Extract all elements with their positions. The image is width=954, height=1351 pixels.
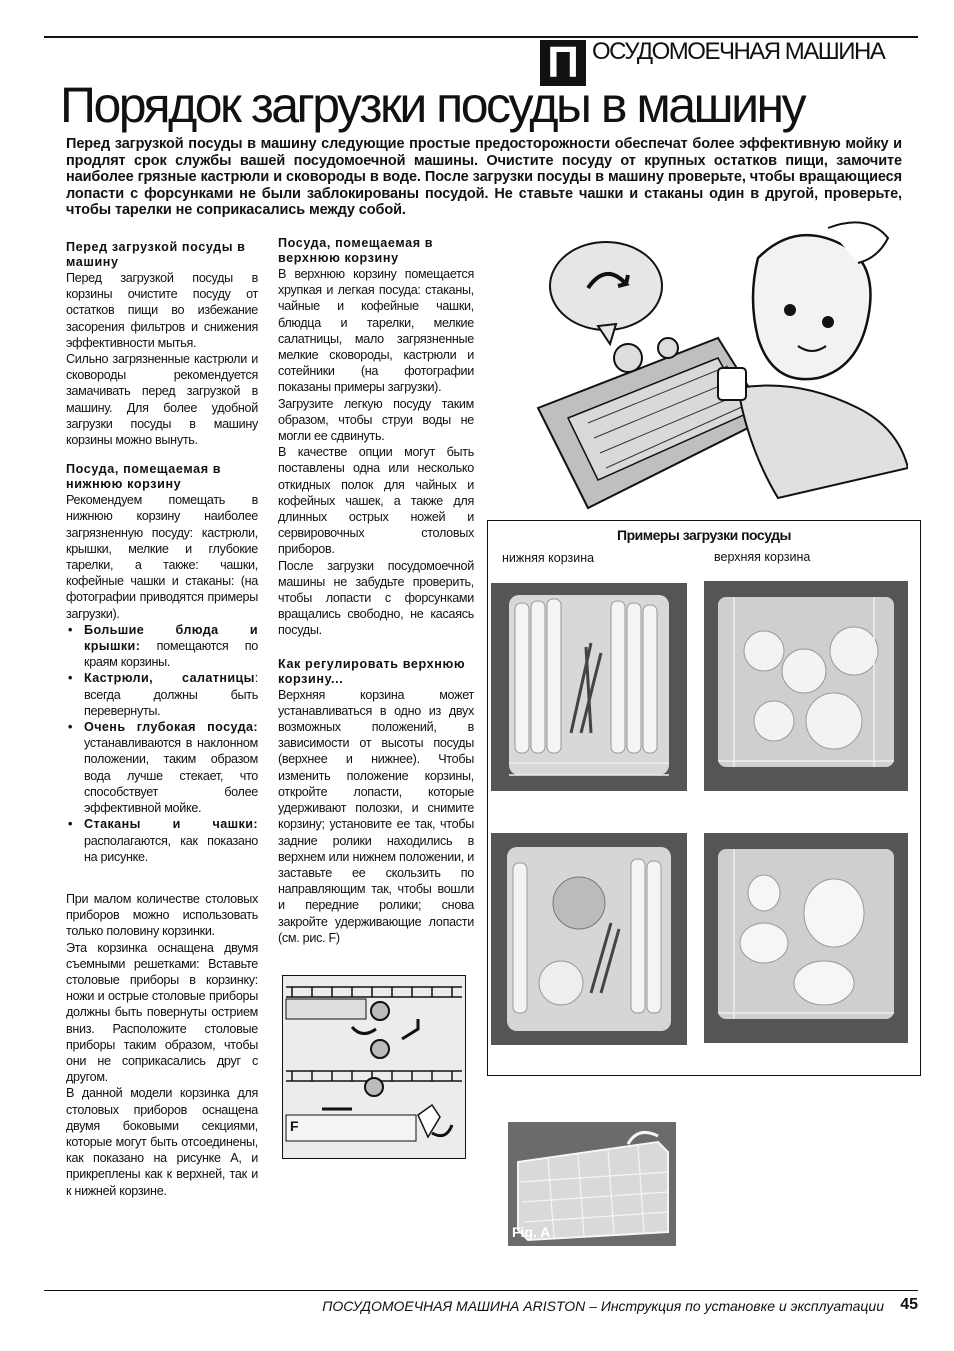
section-badge: П: [540, 40, 586, 86]
intro-paragraph: Перед загрузкой посуды в машину следующие простые предосторожности обеспечат более эффективную мойку и продлят срок службы вашей посудомоечной машины. Очистите посуду от крупных остатков пищи, замочите наиболее грязные кастрюли и сковороды в воде. После загрузки посуды в машину проверьте, чтобы вращающиеся лопасти с форсунками не были заблокированы посудой. Не ставьте чашки и стаканы один в другой, проверьте, чтобы тарелки не соприкасались между собой.: [66, 136, 902, 219]
paragraph: При малом количестве столовых приборов можно использовать только половину корзинки.: [66, 891, 258, 939]
footer-text: ПОСУДОМОЕЧНАЯ МАШИНА ARISTON – Инструкция по установке и эксплуатации: [322, 1298, 884, 1314]
heading-upper-basket: Посуда, помещаемая в верхнюю корзину: [278, 236, 434, 265]
loading-examples-box: [487, 520, 921, 1076]
heading-adjust-basket: Как регулировать верхнюю корзину...: [278, 656, 466, 686]
paragraph: В качестве опции могут быть поставлены одна или несколько откидных полок для чайных и кофейных чашек, а также для длинных острых ножей и сервировочных столовых приборов.: [278, 445, 474, 557]
upper-basket-photo: [704, 581, 908, 791]
paragraph: Загрузите легкую посуду таким образом, чтобы струи воды не могли ее сдвинуть.: [278, 396, 474, 444]
paragraph: Верхняя корзина может устанавливаться в одно из двух возможных положений, в зависимости от высоты посуды (верхнее и нижнее). Чтобы изменить положение корзины, откройте лопасти, которые удерживают полозки, и снимите корзину; установите ее так, чтобы задние ролики находились в верхнем или нижнем положении, и заставьте ее скользить по направляющим так, чтобы вошли и передние ролики; снова закройте удерживающие лопасти (см. рис. F): [278, 687, 474, 945]
lower-basket-photo: [491, 583, 687, 791]
column-middle: [278, 236, 474, 946]
upper-basket-label: верхняя корзина: [714, 550, 811, 564]
upper-basket-photo-2: [704, 833, 908, 1043]
bottom-rule: [44, 1290, 918, 1291]
paragraph: После загрузки посудомоечной машины не забудьте проверить, чтобы лопасти с форсунками вращались свободно, не касаясь посуды.: [278, 558, 474, 638]
paragraph: Рекомендуем помещать в нижнюю корзину наиболее загрязненную посуду: кастрюли, крышки, мелкие и глубокие тарелки, а также: чашки, кофейные чашки и стаканы: (на фотографии приводятся примеры загрузки).: [66, 493, 258, 621]
figure-f-label: F: [290, 1118, 299, 1134]
figure-a-cutlery-basket: [508, 1122, 676, 1246]
section-label: ОСУДОМОЕЧНАЯ МАШИНА: [592, 38, 885, 65]
paragraph: В данной модели корзинка для столовых приборов оснащена двумя боковыми секциями, которые могут быть отсоединены, как показано на рисунке А, и прикреплены как к верхней, так и к нижней корзине.: [66, 1086, 258, 1198]
heading-before-loading: Перед загрузкой посуды в машину: [66, 240, 246, 269]
figure-f-basket-adjustment: [282, 975, 466, 1159]
list-item: • Кастрюли, салатницы: всегда должны быть перевернуты.: [66, 670, 258, 719]
heading-lower-basket: Посуда, помещаемая в нижнюю корзину: [66, 462, 222, 492]
paragraph: Перед загрузкой посуды в корзины очистите посуду от остатков пищи во избежание засорения фильтров и снижения эффективности мытья.: [66, 271, 258, 350]
column-left: [66, 240, 258, 1199]
figure-a-label: Fig. A: [512, 1224, 551, 1240]
paragraph: В верхнюю корзину помещается хрупкая и легкая посуда: стаканы, чайные и кофейные чашки, блюдца и тарелки, мелкие салатницы, мало загрязненные мелкие сковороды, кастрюли и сотейники (на фотографии показаны примеры загрузки).: [278, 267, 474, 395]
list-item: • Очень глубокая посуда: устанавливаются в наклонном положении, таким образом вода лучше стекает, что способствует более эффективной мойке.: [66, 719, 258, 816]
cartoon-illustration: [528, 218, 908, 510]
bullet-list: [66, 622, 258, 865]
list-item: • Большие блюда и крышки: помещаются по краям корзины.: [66, 622, 258, 671]
page-title: Порядок загрузки посуды в машину: [60, 77, 805, 133]
list-item: • Стаканы и чашки: располагаются, как показано на рисунке.: [66, 816, 258, 865]
page-number: 45: [900, 1296, 918, 1313]
examples-title: Примеры загрузки посуды: [617, 527, 791, 543]
paragraph: Сильно загрязненные кастрюли и сковороды рекомендуется замачивать перед загрузкой в машину. Для более удобной загрузки посуды в машину корзины можно вынуть.: [66, 352, 258, 448]
lower-basket-photo-2: [491, 833, 687, 1045]
paragraph: Эта корзинка оснащена двумя съемными решетками: Вставьте столовые приборы в корзинку: ножи и острые столовые приборы должны быть повернуты острием вниз. Расположите столовые приборы таким образом, чтобы они не соприкасались друг с другом.: [66, 940, 258, 1085]
lower-basket-label: нижняя корзина: [502, 551, 595, 565]
